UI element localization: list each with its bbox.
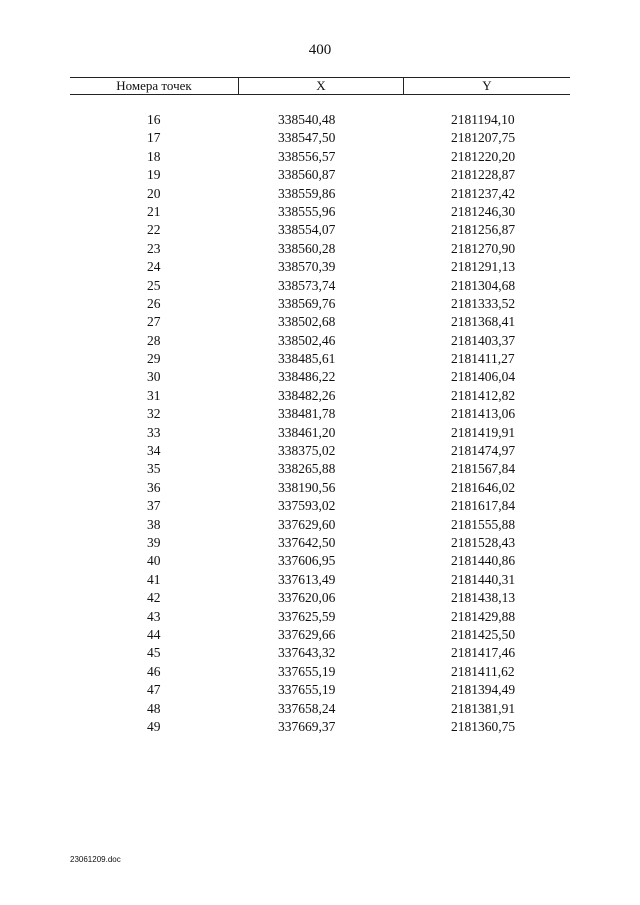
x-coordinate-cell: 337642,50 <box>278 534 336 550</box>
point-number-cell: 31 <box>147 387 161 403</box>
y-coordinate-cell: 2181207,75 <box>451 130 516 146</box>
page-number: 400 <box>308 42 332 58</box>
point-number-cell: 36 <box>147 479 161 495</box>
x-coordinate-cell: 337669,37 <box>278 718 336 734</box>
point-number-cell: 45 <box>147 645 161 661</box>
table-row <box>70 368 570 386</box>
y-coordinate-cell: 2181304,68 <box>451 277 516 293</box>
table-row <box>70 295 570 313</box>
x-coordinate-cell: 338375,02 <box>278 443 336 459</box>
x-coordinate-cell: 337655,19 <box>278 682 336 698</box>
point-number-cell: 42 <box>147 590 161 606</box>
x-coordinate-cell: 337625,59 <box>278 608 336 624</box>
table-row <box>70 644 570 662</box>
y-coordinate-cell: 2181555,88 <box>451 516 516 532</box>
table-row <box>70 589 570 607</box>
point-number-cell: 23 <box>147 240 161 256</box>
x-coordinate-cell: 338485,61 <box>278 351 336 367</box>
x-coordinate-cell: 337620,06 <box>278 590 336 606</box>
point-number-cell: 19 <box>147 167 161 183</box>
y-coordinate-cell: 2181220,20 <box>451 148 516 164</box>
coordinates-table-body <box>70 111 570 736</box>
y-coordinate-cell: 2181413,06 <box>451 406 516 422</box>
x-coordinate-cell: 338556,57 <box>278 148 336 164</box>
x-coordinate-cell: 337613,49 <box>278 571 336 587</box>
x-coordinate-cell: 338502,68 <box>278 314 336 330</box>
y-coordinate-cell: 2181406,04 <box>451 369 516 385</box>
y-coordinate-cell: 2181360,75 <box>451 718 516 734</box>
table-row <box>70 350 570 368</box>
point-number-cell: 32 <box>147 406 161 422</box>
y-coordinate-cell: 2181528,43 <box>451 534 516 550</box>
table-row <box>70 313 570 331</box>
table-row <box>70 460 570 478</box>
x-coordinate-cell: 337593,02 <box>278 498 336 514</box>
point-number-cell: 25 <box>147 277 161 293</box>
table-row <box>70 203 570 221</box>
y-coordinate-cell: 2181237,42 <box>451 185 516 201</box>
point-number-cell: 18 <box>147 148 161 164</box>
table-row <box>70 479 570 497</box>
y-coordinate-cell: 2181474,97 <box>451 443 516 459</box>
table-row <box>70 221 570 239</box>
table-row <box>70 240 570 258</box>
table-row <box>70 718 570 736</box>
table-row <box>70 626 570 644</box>
x-coordinate-cell: 338569,76 <box>278 295 336 311</box>
y-coordinate-cell: 2181403,37 <box>451 332 516 348</box>
point-number-cell: 21 <box>147 203 161 219</box>
table-row <box>70 258 570 276</box>
point-number-cell: 37 <box>147 498 161 514</box>
point-number-cell: 29 <box>147 351 161 367</box>
point-number-cell: 39 <box>147 534 161 550</box>
table-row <box>70 681 570 699</box>
point-number-cell: 33 <box>147 424 161 440</box>
table-row <box>70 442 570 460</box>
table-row <box>70 166 570 184</box>
table-row <box>70 497 570 515</box>
y-coordinate-cell: 2181440,31 <box>451 571 516 587</box>
x-coordinate-cell: 337658,24 <box>278 700 336 716</box>
x-coordinate-cell: 337606,95 <box>278 553 336 569</box>
y-coordinate-cell: 2181425,50 <box>451 626 516 642</box>
x-coordinate-cell: 338560,28 <box>278 240 336 256</box>
point-number-cell: 16 <box>147 112 161 127</box>
y-coordinate-cell: 2181440,86 <box>451 553 516 569</box>
x-coordinate-cell: 338502,46 <box>278 332 336 348</box>
y-coordinate-cell: 2181646,02 <box>451 479 516 495</box>
table-row <box>70 185 570 203</box>
y-coordinate-cell: 2181617,84 <box>451 498 516 514</box>
x-coordinate-cell: 337655,19 <box>278 663 336 679</box>
y-coordinate-cell: 2181368,41 <box>451 314 516 330</box>
table-row <box>70 148 570 166</box>
y-coordinate-cell: 2181333,52 <box>451 295 516 311</box>
y-coordinate-cell: 2181291,13 <box>451 259 516 275</box>
header-y: Y <box>482 78 492 93</box>
table-row <box>70 700 570 718</box>
y-coordinate-cell: 2181438,13 <box>451 590 516 606</box>
y-coordinate-cell: 2181394,49 <box>451 682 516 698</box>
y-coordinate-cell: 2181411,27 <box>451 351 515 367</box>
point-number-cell: 49 <box>147 718 161 734</box>
table-row <box>70 405 570 423</box>
header-x: X <box>239 78 404 94</box>
point-number-cell: 26 <box>147 295 161 311</box>
point-number-cell: 35 <box>147 461 161 477</box>
table-header <box>70 77 570 95</box>
x-coordinate-cell: 338547,50 <box>278 130 336 146</box>
point-number-cell: 47 <box>147 682 161 698</box>
table-row <box>70 552 570 570</box>
point-number-cell: 38 <box>147 516 161 532</box>
point-number-cell: 34 <box>147 443 161 459</box>
x-coordinate-cell: 337629,60 <box>278 516 336 532</box>
table-row <box>70 277 570 295</box>
point-number-cell: 20 <box>147 185 161 201</box>
point-number-cell: 30 <box>147 369 161 385</box>
point-number-cell: 22 <box>147 222 161 238</box>
table-row <box>70 129 570 147</box>
table-row <box>70 387 570 405</box>
point-number-cell: 28 <box>147 332 161 348</box>
point-number-cell: 43 <box>147 608 161 624</box>
table-row <box>70 111 570 129</box>
x-coordinate-cell: 338482,26 <box>278 387 336 403</box>
table-row <box>70 534 570 552</box>
x-coordinate-cell: 337643,32 <box>278 645 336 661</box>
y-coordinate-cell: 2181429,88 <box>451 608 516 624</box>
point-number-cell: 17 <box>147 130 161 146</box>
table-row <box>70 663 570 681</box>
y-coordinate-cell: 2181419,91 <box>451 424 516 440</box>
x-coordinate-cell: 338560,87 <box>278 167 336 183</box>
x-coordinate-cell: 338265,88 <box>278 461 336 477</box>
point-number-cell: 44 <box>147 626 161 642</box>
table-row <box>70 516 570 534</box>
point-number-cell: 41 <box>147 571 161 587</box>
x-coordinate-cell: 338481,78 <box>278 406 336 422</box>
point-number-cell: 40 <box>147 553 161 569</box>
y-coordinate-cell: 2181381,91 <box>451 700 516 716</box>
x-coordinate-cell: 338573,74 <box>278 277 336 293</box>
table-row <box>70 608 570 626</box>
file-name-footer: 23061209.doc <box>70 855 121 864</box>
x-coordinate-cell: 337629,66 <box>278 626 336 642</box>
y-coordinate-cell: 2181228,87 <box>451 167 516 183</box>
point-number-cell: 48 <box>147 700 161 716</box>
header-point-numbers: Номера точек <box>70 78 239 94</box>
point-number-cell: 46 <box>147 663 161 679</box>
y-coordinate-cell: 2181567,84 <box>451 461 516 477</box>
table-row <box>70 332 570 350</box>
x-coordinate-cell: 338486,22 <box>278 369 336 385</box>
y-coordinate-cell: 2181270,90 <box>451 240 516 256</box>
x-coordinate-cell: 338555,96 <box>278 203 336 219</box>
y-coordinate-cell: 2181411,62 <box>451 663 515 679</box>
x-coordinate-cell: 338461,20 <box>278 424 336 440</box>
y-coordinate-cell: 2181417,46 <box>451 645 516 661</box>
point-number-cell: 24 <box>147 259 161 275</box>
x-coordinate-cell: 338540,48 <box>278 112 336 127</box>
y-coordinate-cell: 2181412,82 <box>451 387 516 403</box>
y-coordinate-cell: 2181246,30 <box>451 203 516 219</box>
table-row <box>70 424 570 442</box>
x-coordinate-cell: 338554,07 <box>278 222 336 238</box>
x-coordinate-cell: 338570,39 <box>278 259 336 275</box>
table-row <box>70 571 570 589</box>
x-coordinate-cell: 338190,56 <box>278 479 336 495</box>
y-coordinate-cell: 2181194,10 <box>451 112 515 127</box>
x-coordinate-cell: 338559,86 <box>278 185 336 201</box>
point-number-cell: 27 <box>147 314 161 330</box>
y-coordinate-cell: 2181256,87 <box>451 222 516 238</box>
